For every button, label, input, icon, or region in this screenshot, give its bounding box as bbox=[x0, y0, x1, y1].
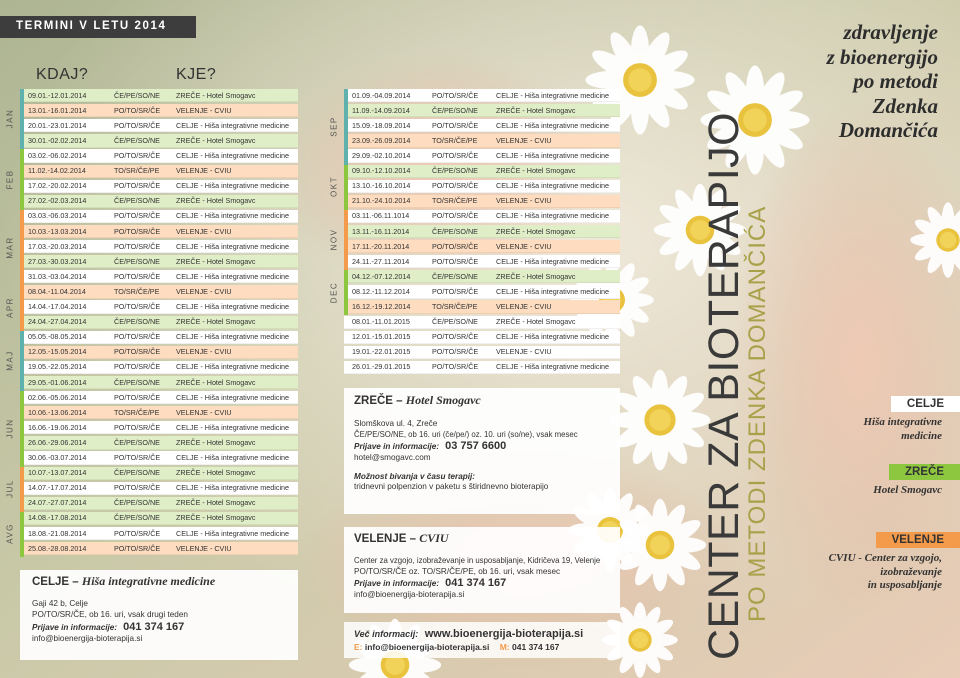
row-place: CELJE - Hiša integrativne medicine bbox=[496, 181, 610, 191]
row-place: ZREČE - Hotel Smogavc bbox=[176, 256, 256, 266]
row-days: PO/TO/SR/ČE bbox=[432, 151, 479, 161]
venue-velenje bbox=[829, 530, 960, 593]
row-days: PO/TO/SR/ČE bbox=[114, 105, 161, 115]
month-color-bar bbox=[20, 285, 24, 330]
month-label: JAN bbox=[5, 108, 15, 129]
row-place: CELJE - Hiša integrativne medicine bbox=[176, 181, 290, 191]
row-place: ZREČE - Hotel Smogavc bbox=[496, 271, 576, 281]
table-row bbox=[20, 240, 298, 253]
row-dates: 17.03.-20.03.2014 bbox=[28, 241, 87, 251]
zrece-box-title: ZREČE – Hotel Smogavc bbox=[354, 393, 481, 407]
center-title: CENTER ZA BIOTERAPIJO bbox=[700, 111, 748, 660]
table-row bbox=[20, 436, 298, 449]
row-days: ČE/PE/SO/NE bbox=[114, 377, 160, 387]
row-dates: 14.08.-17.08.2014 bbox=[28, 513, 87, 523]
row-dates: 04.12.-07.12.2014 bbox=[352, 271, 411, 281]
table-row bbox=[20, 225, 298, 238]
velenje-email: info@bioenergija-bioterapija.si bbox=[354, 590, 465, 599]
table-row bbox=[20, 285, 298, 298]
month-color-bar bbox=[344, 89, 348, 165]
table-row bbox=[20, 497, 298, 510]
schedule-table-right bbox=[344, 89, 620, 379]
row-days: ČE/PE/SO/NE bbox=[114, 256, 160, 266]
row-place: CELJE - Hiša integrativne medicine bbox=[496, 120, 610, 130]
table-row bbox=[20, 134, 298, 147]
row-place: VELENJE - CVIU bbox=[176, 226, 232, 236]
celje-address: Gaji 42 b, Celje bbox=[32, 599, 88, 608]
venue-zrece bbox=[873, 462, 960, 498]
row-dates: 27.03.-30.03.2014 bbox=[28, 256, 87, 266]
row-days: PO/TO/SR/ČE bbox=[114, 120, 161, 130]
footer-website[interactable]: www.bioenergija-bioterapija.si bbox=[424, 628, 584, 640]
row-place: CELJE - Hiša integrativne medicine bbox=[176, 120, 290, 130]
row-dates: 26.06.-29.06.2014 bbox=[28, 437, 87, 447]
row-days: PO/TO/SR/ČE bbox=[432, 332, 479, 342]
row-place: CELJE - Hiša integrativne medicine bbox=[176, 483, 290, 493]
row-dates: 24.11.-27.11.2014 bbox=[352, 256, 410, 266]
venue-velenje-name: VELENJE bbox=[876, 532, 960, 548]
row-days: TO/SR/ČE/PE bbox=[114, 166, 160, 176]
row-dates: 08.01.-11.01.2015 bbox=[352, 317, 410, 327]
row-days: ČE/PE/SO/NE bbox=[114, 196, 160, 206]
footer-website-line: Več informacij: www.bioenergija-bioterapija.si bbox=[354, 628, 584, 640]
month-label: OKT bbox=[329, 176, 339, 198]
celje-contact: Prijave in informacije: 041 374 167 bbox=[32, 621, 185, 633]
row-place: VELENJE - CVIU bbox=[176, 407, 232, 417]
table-row bbox=[344, 255, 620, 268]
row-days: PO/TO/SR/ČE bbox=[432, 120, 479, 130]
velenje-schedule: PO/TO/SR/ČE oz. TO/SR/ČE/PE, ob 16. uri, vsak mesec bbox=[354, 567, 561, 576]
row-days: ČE/PE/SO/NE bbox=[114, 317, 160, 327]
row-place: ZREČE - Hotel Smogavc bbox=[176, 317, 256, 327]
venue-zrece-name: ZREČE bbox=[889, 464, 960, 480]
row-days: ČE/PE/SO/NE bbox=[114, 90, 160, 100]
row-days: PO/TO/SR/ČE bbox=[114, 302, 161, 312]
table-row bbox=[20, 316, 298, 329]
row-days: PO/TO/SR/ČE bbox=[114, 226, 161, 236]
row-days: PO/TO/SR/ČE bbox=[114, 211, 161, 221]
row-dates: 03.11.-06.11.1014 bbox=[352, 211, 410, 221]
footer-contact bbox=[344, 622, 620, 658]
row-days: ČE/PE/SO/NE bbox=[114, 498, 160, 508]
row-days: PO/TO/SR/ČE bbox=[432, 362, 479, 372]
row-dates: 03.02.-06.02.2014 bbox=[28, 151, 87, 161]
table-row bbox=[344, 331, 620, 344]
row-place: CELJE - Hiša integrativne medicine bbox=[176, 362, 290, 372]
row-days: PO/TO/SR/ČE bbox=[114, 528, 161, 538]
table-row bbox=[20, 89, 298, 102]
table-row bbox=[344, 225, 620, 238]
row-days: TO/SR/ČE/PE bbox=[114, 286, 160, 296]
table-row bbox=[20, 467, 298, 480]
row-place: ZREČE - Hotel Smogavc bbox=[176, 498, 256, 508]
row-days: ČE/PE/SO/NE bbox=[432, 317, 478, 327]
row-dates: 11.09.-14.09.2014 bbox=[352, 105, 410, 115]
table-row bbox=[20, 406, 298, 419]
row-days: ČE/PE/SO/NE bbox=[432, 271, 478, 281]
row-place: VELENJE - CVIU bbox=[496, 302, 552, 312]
row-dates: 10.07.-13.07.2014 bbox=[28, 468, 87, 478]
row-place: ZREČE - Hotel Smogavc bbox=[496, 105, 576, 115]
zrece-schedule: ČE/PE/SO/NE, ob 16. uri (če/pe/) oz. 10. uri (so/ne), vsak mesec bbox=[354, 430, 578, 439]
row-dates: 02.06.-05.06.2014 bbox=[28, 392, 87, 402]
month-labels-right bbox=[324, 89, 344, 379]
footer-mobile: 041 374 167 bbox=[512, 642, 560, 652]
row-days: PO/TO/SR/ČE bbox=[114, 271, 161, 281]
row-days: TO/SR/ČE/PE bbox=[432, 302, 478, 312]
month-label: MAJ bbox=[5, 350, 15, 371]
month-color-bar bbox=[344, 210, 348, 270]
row-place: VELENJE - CVIU bbox=[496, 196, 552, 206]
row-dates: 30.06.-03.07.2014 bbox=[28, 453, 87, 463]
headline-line-3: po metodi bbox=[853, 69, 938, 93]
month-color-bar bbox=[20, 89, 24, 149]
table-row bbox=[344, 180, 620, 193]
table-row bbox=[20, 165, 298, 178]
month-color-bar bbox=[344, 165, 348, 210]
row-place: CELJE - Hiša integrativne medicine bbox=[176, 392, 290, 402]
celje-email: info@bioenergija-bioterapija.si bbox=[32, 634, 143, 643]
row-days: PO/TO/SR/ČE bbox=[432, 211, 479, 221]
table-row bbox=[20, 512, 298, 525]
table-row bbox=[20, 527, 298, 540]
month-label: SEP bbox=[329, 116, 339, 137]
month-color-bar bbox=[20, 512, 24, 557]
velenje-address: Center za vzgojo, izobraževanje in usposabljanje, Kidričeva 19, Velenje bbox=[354, 556, 601, 565]
row-days: PO/TO/SR/ČE bbox=[114, 483, 161, 493]
row-days: ČE/PE/SO/NE bbox=[432, 226, 478, 236]
row-days: PO/TO/SR/ČE bbox=[432, 181, 479, 191]
table-row bbox=[20, 195, 298, 208]
celje-info-box bbox=[20, 570, 298, 660]
row-place: CELJE - Hiša integrativne medicine bbox=[496, 362, 610, 372]
celje-schedule: PO/TO/SR/ČE, ob 16. uri, vsak drugi teden bbox=[32, 610, 188, 619]
month-label: APR bbox=[5, 296, 15, 318]
month-color-bar bbox=[20, 467, 24, 512]
row-dates: 16.06.-19.06.2014 bbox=[28, 422, 87, 432]
row-dates: 03.03.-06.03.2014 bbox=[28, 211, 87, 221]
row-days: PO/TO/SR/ČE bbox=[114, 181, 161, 191]
row-days: PO/TO/SR/ČE bbox=[114, 347, 161, 357]
row-dates: 19.05.-22.05.2014 bbox=[28, 362, 87, 372]
row-dates: 14.04.-17.04.2014 bbox=[28, 302, 87, 312]
zrece-phone: 03 757 6600 bbox=[445, 440, 507, 452]
schedule-title-bar bbox=[0, 16, 196, 38]
row-dates: 24.07.-27.07.2014 bbox=[28, 498, 87, 508]
row-dates: 26.01.-29.01.2015 bbox=[352, 362, 411, 372]
row-place: CELJE - Hiša integrativne medicine bbox=[176, 241, 290, 251]
where-heading: KJE? bbox=[176, 66, 217, 83]
venue-celje-name: CELJE bbox=[891, 396, 960, 412]
zrece-info-box bbox=[344, 388, 620, 514]
row-dates: 29.09.-02.10.2014 bbox=[352, 151, 411, 161]
row-place: CELJE - Hiša integrativne medicine bbox=[176, 453, 290, 463]
row-dates: 20.01.-23.01.2014 bbox=[28, 120, 87, 130]
velenje-box-title: VELENJE – CVIU bbox=[354, 531, 449, 545]
row-days: PO/TO/SR/ČE bbox=[432, 256, 479, 266]
when-heading: KDAJ? bbox=[36, 66, 89, 83]
row-dates: 13.11.-16.11.2014 bbox=[352, 226, 410, 236]
venue-velenje-desc: CVIU - Center za vzgojo, izobraževanje in usposabljanje bbox=[828, 552, 942, 591]
table-row bbox=[344, 316, 620, 329]
row-dates: 05.05.-08.05.2014 bbox=[28, 332, 87, 342]
row-days: ČE/PE/SO/NE bbox=[114, 437, 160, 447]
table-row bbox=[344, 195, 620, 208]
row-dates: 12.01.-15.01.2015 bbox=[352, 332, 411, 342]
table-row bbox=[20, 300, 298, 313]
row-place: VELENJE - CVIU bbox=[176, 166, 232, 176]
month-color-bar bbox=[20, 149, 24, 209]
row-dates: 31.03.-03.04.2014 bbox=[28, 271, 87, 281]
table-row bbox=[20, 149, 298, 162]
row-place: CELJE - Hiša integrativne medicine bbox=[176, 528, 290, 538]
zrece-email: hotel@smogavc.com bbox=[354, 453, 431, 462]
month-labels-left bbox=[0, 89, 20, 557]
headline-line-4: Zdenka bbox=[872, 93, 938, 118]
table-row bbox=[20, 104, 298, 117]
row-dates: 15.09.-18.09.2014 bbox=[352, 120, 411, 130]
row-place: ZREČE - Hotel Smogavc bbox=[496, 317, 576, 327]
row-dates: 24.04.-27.04.2014 bbox=[28, 317, 87, 327]
table-row bbox=[20, 451, 298, 464]
row-days: ČE/PE/SO/NE bbox=[114, 513, 160, 523]
row-place: VELENJE - CVIU bbox=[176, 347, 232, 357]
row-place: CELJE - Hiša integrativne medicine bbox=[176, 422, 290, 432]
zrece-stay-label: Možnost bivanja v času terapij: bbox=[354, 472, 476, 481]
row-dates: 13.10.-16.10.2014 bbox=[352, 181, 411, 191]
row-place: CELJE - Hiša integrativne medicine bbox=[176, 302, 290, 312]
table-row bbox=[20, 391, 298, 404]
row-place: VELENJE - CVIU bbox=[496, 135, 552, 145]
row-place: CELJE - Hiša integrativne medicine bbox=[176, 332, 290, 342]
row-days: PO/TO/SR/ČE bbox=[114, 332, 161, 342]
month-label: FEB bbox=[5, 169, 15, 190]
row-dates: 09.10.-12.10.2014 bbox=[352, 166, 411, 176]
row-dates: 23.09.-26.09.2014 bbox=[352, 135, 411, 145]
velenje-contact: Prijave in informacije: 041 374 167 bbox=[354, 577, 507, 589]
table-row bbox=[20, 346, 298, 359]
row-dates: 12.05.-15.05.2014 bbox=[28, 347, 87, 357]
table-row bbox=[344, 270, 620, 283]
velenje-info-box bbox=[344, 527, 620, 613]
row-place: ZREČE - Hotel Smogavc bbox=[496, 226, 576, 236]
row-place: ZREČE - Hotel Smogavc bbox=[176, 377, 256, 387]
table-row bbox=[344, 119, 620, 132]
month-label: AVG bbox=[5, 523, 15, 545]
venue-zrece-desc: Hotel Smogavc bbox=[873, 484, 942, 496]
table-row bbox=[344, 149, 620, 162]
row-place: ZREČE - Hotel Smogavc bbox=[176, 90, 256, 100]
row-days: ČE/PE/SO/NE bbox=[432, 105, 478, 115]
row-days: PO/TO/SR/ČE bbox=[432, 347, 479, 357]
velenje-phone: 041 374 167 bbox=[445, 577, 507, 589]
row-place: CELJE - Hiša integrativne medicine bbox=[496, 256, 610, 266]
row-days: PO/TO/SR/ČE bbox=[114, 422, 161, 432]
celje-phone: 041 374 167 bbox=[123, 621, 185, 633]
row-dates: 16.12.-19.12.2014 bbox=[352, 302, 411, 312]
zrece-stay-offer: tridnevni polpenzion v paketu s štiridnevno bioterapijo bbox=[354, 482, 549, 491]
month-label: JUN bbox=[5, 418, 15, 439]
row-dates: 10.03.-13.03.2014 bbox=[28, 226, 87, 236]
row-days: PO/TO/SR/ČE bbox=[114, 543, 161, 553]
table-row bbox=[344, 134, 620, 147]
row-place: VELENJE - CVIU bbox=[496, 241, 552, 251]
headline-line-2: z bioenergijo bbox=[826, 44, 938, 69]
row-dates: 10.06.-13.06.2014 bbox=[28, 407, 87, 417]
month-label: JUL bbox=[5, 479, 15, 499]
row-place: ZREČE - Hotel Smogavc bbox=[176, 437, 256, 447]
table-row bbox=[20, 210, 298, 223]
zrece-address: Slomškova ul. 4, Zreče bbox=[354, 419, 438, 428]
row-place: CELJE - Hiša integrativne medicine bbox=[176, 271, 290, 281]
row-place: CELJE - Hiša integrativne medicine bbox=[176, 151, 290, 161]
footer-email[interactable]: info@bioenergija-bioterapija.si bbox=[364, 642, 490, 652]
row-dates: 19.01.-22.01.2015 bbox=[352, 347, 411, 357]
row-place: CELJE - Hiša integrativne medicine bbox=[176, 211, 290, 221]
table-row bbox=[20, 376, 298, 389]
headline-line-5: Domančića bbox=[838, 118, 938, 142]
row-dates: 08.04.-11.04.2014 bbox=[28, 286, 86, 296]
headline bbox=[827, 20, 938, 143]
table-row bbox=[20, 542, 298, 555]
row-dates: 14.07.-17.07.2014 bbox=[28, 483, 87, 493]
table-row bbox=[20, 482, 298, 495]
venue-celje bbox=[863, 394, 960, 443]
month-color-bar bbox=[20, 331, 24, 391]
row-days: PO/TO/SR/ČE bbox=[114, 453, 161, 463]
row-days: PO/TO/SR/ČE bbox=[114, 392, 161, 402]
row-dates: 21.10.-24.10.2014 bbox=[352, 196, 411, 206]
row-dates: 09.01.-12.01.2014 bbox=[28, 90, 87, 100]
row-dates: 25.08.-28.08.2014 bbox=[28, 543, 87, 553]
row-place: CELJE - Hiša integrativne medicine bbox=[496, 286, 610, 296]
month-label: DEC bbox=[329, 281, 339, 304]
row-dates: 27.02.-02.03.2014 bbox=[28, 196, 87, 206]
row-dates: 18.08.-21.08.2014 bbox=[28, 528, 87, 538]
table-row bbox=[20, 331, 298, 344]
row-place: ZREČE - Hotel Smogavc bbox=[176, 513, 256, 523]
row-days: TO/SR/ČE/PE bbox=[114, 407, 160, 417]
celje-box-title: CELJE – Hiša integrativne medicine bbox=[32, 574, 216, 588]
row-place: ZREČE - Hotel Smogavc bbox=[496, 166, 576, 176]
table-row bbox=[344, 165, 620, 178]
footer-email-line: E: info@bioenergija-bioterapija.si M: 041 374 167 bbox=[354, 642, 560, 652]
row-dates: 30.01.-02.02.2014 bbox=[28, 135, 87, 145]
table-row bbox=[20, 361, 298, 374]
row-days: ČE/PE/SO/NE bbox=[114, 468, 160, 478]
table-row bbox=[344, 240, 620, 253]
row-days: TO/SR/ČE/PE bbox=[432, 135, 478, 145]
row-place: ZREČE - Hotel Smogavc bbox=[176, 196, 256, 206]
row-days: PO/TO/SR/ČE bbox=[114, 151, 161, 161]
zrece-contact: Prijave in informacije: 03 757 6600 bbox=[354, 440, 507, 452]
venue-celje-desc: Hiša integrativne medicine bbox=[863, 416, 942, 442]
row-days: ČE/PE/SO/NE bbox=[114, 135, 160, 145]
row-place: CELJE - Hiša integrativne medicine bbox=[496, 90, 610, 100]
headline-line-1: zdravljenje bbox=[843, 20, 938, 44]
row-dates: 17.02.-20.02.2014 bbox=[28, 181, 87, 191]
row-days: PO/TO/SR/ČE bbox=[114, 241, 161, 251]
row-days: PO/TO/SR/ČE bbox=[114, 362, 161, 372]
table-row bbox=[344, 210, 620, 223]
month-color-bar bbox=[20, 391, 24, 467]
table-row bbox=[20, 421, 298, 434]
row-place: ZREČE - Hotel Smogavc bbox=[176, 135, 256, 145]
row-place: VELENJE - CVIU bbox=[496, 347, 552, 357]
month-color-bar bbox=[20, 210, 24, 286]
table-row bbox=[20, 180, 298, 193]
row-dates: 11.02.-14.02.2014 bbox=[28, 166, 86, 176]
table-row bbox=[20, 119, 298, 132]
row-days: ČE/PE/SO/NE bbox=[432, 166, 478, 176]
table-row bbox=[344, 89, 620, 102]
row-days: PO/TO/SR/ČE bbox=[432, 286, 479, 296]
table-row bbox=[344, 346, 620, 359]
row-place: ZREČE - Hotel Smogavc bbox=[176, 468, 256, 478]
row-dates: 01.09.-04.09.2014 bbox=[352, 90, 411, 100]
row-place: VELENJE - CVIU bbox=[176, 286, 232, 296]
center-subtitle: PO METODI ZDENKA DOMANČIĆA bbox=[744, 205, 771, 622]
row-place: VELENJE - CVIU bbox=[176, 105, 232, 115]
table-row bbox=[20, 270, 298, 283]
row-days: PO/TO/SR/ČE bbox=[432, 241, 479, 251]
row-place: CELJE - Hiša integrativne medicine bbox=[496, 332, 610, 342]
schedule-table-left bbox=[20, 89, 298, 557]
row-place: CELJE - Hiša integrativne medicine bbox=[496, 151, 610, 161]
table-row bbox=[344, 300, 620, 313]
table-row bbox=[20, 255, 298, 268]
row-days: PO/TO/SR/ČE bbox=[432, 90, 479, 100]
table-row bbox=[344, 285, 620, 298]
month-label: NOV bbox=[329, 228, 339, 251]
row-dates: 08.12.-11.12.2014 bbox=[352, 286, 410, 296]
row-dates: 13.01.-16.01.2014 bbox=[28, 105, 87, 115]
row-place: VELENJE - CVIU bbox=[176, 543, 232, 553]
row-dates: 17.11.-20.11.2014 bbox=[352, 241, 410, 251]
table-row bbox=[344, 361, 620, 374]
schedule-title: TERMINI V LETU 2014 bbox=[16, 20, 167, 32]
table-row bbox=[344, 104, 620, 117]
month-color-bar bbox=[344, 270, 348, 315]
row-dates: 29.05.-01.06.2014 bbox=[28, 377, 87, 387]
row-place: CELJE - Hiša integrativne medicine bbox=[496, 211, 610, 221]
month-label: MAR bbox=[5, 235, 15, 259]
row-days: TO/SR/ČE/PE bbox=[432, 196, 478, 206]
